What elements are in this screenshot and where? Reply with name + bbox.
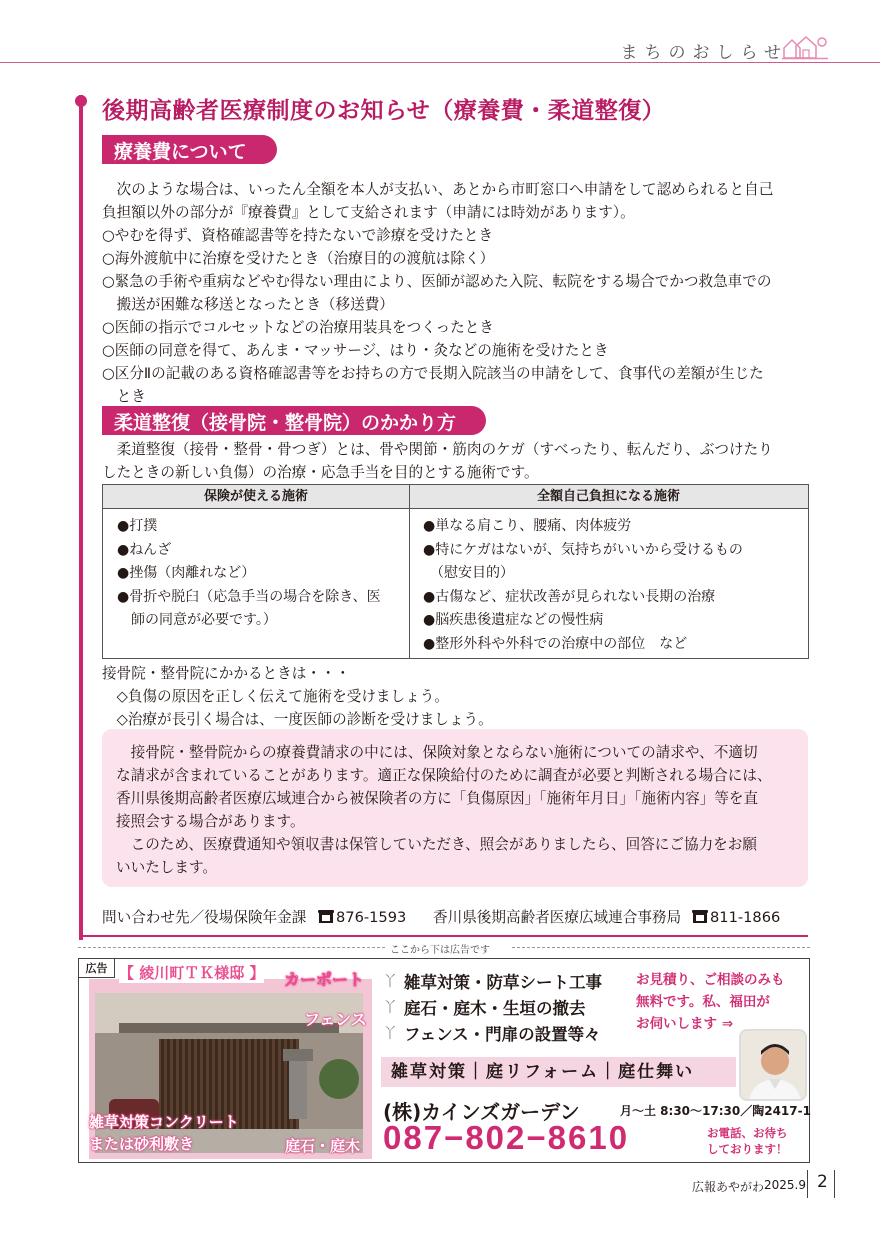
ryoyohi-intro-1: 次のような場合は、いったん全額を本人が支払い、あとから市町窓口へ申請をして認められると自己	[102, 181, 774, 198]
notice-line: このため、医療費通知や領収書は保管していただき、照会がありましたら、回答にご協力をお願	[116, 836, 757, 853]
ryoyohi-item: ○区分Ⅱの記載のある資格確認書等をお持ちの方で長期入院該当の申請をして、食事代の差額が生じた	[102, 365, 764, 382]
ad-service-band: 雑草対策｜庭リフォーム｜庭仕舞い	[381, 1057, 736, 1087]
call-message-line: お電話、お待ち	[707, 1126, 788, 1140]
notice-line: な請求が含まれていることがあります。適正な保険給付のために調査が必要と判断される場合には、	[116, 767, 772, 784]
notice-box	[102, 729, 808, 887]
table-cell-self-pay: ●特にケガはないが、気持ちがいいから受けるもの	[423, 541, 743, 558]
photo-label-weed-1: 雑草対策コンクリート	[89, 1113, 239, 1131]
accent-dot	[75, 95, 87, 107]
ryoyohi-item: ○医師の指示でコルセットなどの治療用装具をつくったとき	[102, 319, 494, 336]
page-header	[0, 0, 880, 62]
staff-photo	[739, 1029, 807, 1101]
judo-intro-1: 柔道整復（接骨・整骨・骨つぎ）とは、骨や関節・筋肉のケガ（すべったり、転んだり、ぶつけたり	[102, 441, 773, 458]
ryoyohi-item: とき	[102, 388, 146, 405]
ryoyohi-item: ○やむを得ず、資格確認書等を持たないで診療を受けたとき	[102, 227, 494, 244]
ryoyohi-item: ○医師の同意を得て、あんま・マッサージ、はり・灸などの施術を受けたとき	[102, 342, 609, 359]
ryoyohi-item: ○緊急の手術や重病などやむ得ない理由により、医師が認めた入院、転院をする場合でかつ救急車での	[102, 273, 772, 290]
main-title: 後期高齢者医療制度のお知らせ（療養費・柔道整復）	[102, 98, 666, 124]
page-separator	[834, 1170, 835, 1198]
page-separator	[807, 1170, 808, 1198]
ad-estimate-line: お伺いします ⇒	[636, 1016, 734, 1032]
judo-intro-2: したときの新しい負傷）の治療・応急手当を目的とする施術です。	[102, 464, 539, 481]
person-icon	[741, 1031, 807, 1101]
notice-line: 香川県後期高齢者医療広域連合から被保険者の方に「負傷原因」「施術年月日」「施術内容」等を直	[116, 790, 759, 807]
ad-estimate	[636, 969, 804, 1035]
issue-date: 2025.9	[764, 1178, 806, 1192]
photo-label-garden-stone: 庭石・庭木	[285, 1137, 361, 1155]
ad-estimate-line: お見積り、ご相談のみも	[636, 972, 785, 988]
ad-divider-label: ここから下は広告です	[390, 945, 490, 956]
photo-label-fence: フェンス	[304, 1010, 367, 1029]
header-title: まちのおしらせ	[620, 43, 788, 63]
sprout-icon: 丫	[383, 1000, 397, 1016]
notice-line: 接照会する場合があります。	[116, 813, 305, 830]
ad-service: フェンス・門扉の設置等々	[404, 1025, 601, 1044]
contact-tel-1[interactable]: 876-1593	[336, 909, 407, 926]
table-cell-covered: ●打撲	[117, 518, 158, 534]
business-hours: 月〜土 8:30〜17:30／陶2417-1	[620, 1104, 811, 1118]
photo-caption: 【 綾川町ＴＫ様邸 】	[119, 964, 265, 982]
table-cell-self-pay: ●脳疾患後遺症などの慢性病	[423, 612, 604, 628]
ad-service: 雑草対策・防草シート工事	[404, 973, 602, 992]
table-cell-self-pay: （慰安目的）	[423, 565, 514, 581]
table-header-covered: 保険が使える施術	[103, 485, 409, 509]
phone-icon	[692, 910, 708, 924]
contact-rule	[82, 935, 808, 937]
ryoyohi-intro-2: 負担額以外の部分が『療養費』として支給されます（申請には時効があります）。	[102, 204, 635, 221]
contact-tel-2[interactable]: 811-1866	[710, 909, 781, 926]
notice-line: 接骨院・整骨院からの療養費請求の中には、保険対象とならない施術についての請求や、不適切	[116, 744, 758, 761]
ad-divider-line	[512, 947, 810, 948]
table-cell-self-pay: ●整形外科や外科での治療中の部位 など	[423, 635, 688, 652]
contact-label: 問い合わせ先／役場保険年金課	[102, 909, 307, 926]
table-cell-covered: ●ねんざ	[117, 541, 172, 558]
treatment-table	[102, 484, 809, 659]
publication-name: 広報あやがわ	[692, 1180, 765, 1194]
table-cell-covered: 師の同意が必要です。）	[117, 612, 277, 628]
table-header-self-pay: 全額自己負担になる施術	[409, 485, 808, 509]
house-flower-icon	[782, 34, 828, 60]
contact-org-2: 香川県後期高齢者医療広域連合事務局	[433, 909, 682, 926]
photo-label-weed-2: または砂利敷き	[89, 1135, 195, 1153]
sprout-icon: 丫	[383, 974, 397, 990]
table-cell-covered: ●骨折や脱臼（応急手当の場合を除き、医	[117, 588, 381, 605]
advertisement[interactable]	[78, 958, 810, 1163]
call-message-line: しております！	[707, 1142, 788, 1156]
visit-item: ◇負傷の原因を正しく伝えて施術を受けましょう。	[102, 688, 449, 705]
section-heading-judo: 柔道整復（接骨院・整骨院）のかかり方	[102, 406, 486, 435]
table-divider	[409, 485, 410, 658]
header-rule	[0, 62, 880, 63]
call-message	[707, 1125, 788, 1157]
notice-line: いいたします。	[116, 859, 217, 876]
ad-estimate-line: 無料です。私、福田が	[636, 994, 770, 1010]
ryoyohi-item: ○海外渡航中に治療を受けたとき（治療目的の渡航は除く）	[102, 250, 495, 267]
ryoyohi-item: 搬送が困難な移送となったとき（移送費）	[102, 296, 394, 313]
phone-icon	[318, 910, 334, 924]
visit-lead: 接骨院・整骨院にかかるときは・・・	[102, 665, 351, 682]
ad-tag: 広告	[79, 959, 115, 978]
ad-service: 庭石・庭木・生垣の撤去	[404, 999, 586, 1018]
garden-photo	[89, 979, 372, 1159]
ad-divider-line	[78, 947, 385, 948]
company-name: (株)カインズガーデン	[383, 1100, 580, 1124]
accent-bar	[79, 95, 83, 940]
sprout-icon: 丫	[383, 1026, 397, 1042]
phone-number[interactable]: 087−802−8610	[383, 1119, 630, 1156]
visit-item: ◇治療が長引く場合は、一度医師の診断を受けましょう。	[102, 711, 493, 728]
photo-label-carport: カーポート	[284, 970, 365, 989]
section-heading-ryoyohi: 療養費について	[102, 135, 277, 164]
table-cell-covered: ●挫傷（肉離れなど）	[117, 565, 256, 581]
page-number: 2	[817, 1172, 828, 1192]
table-cell-self-pay: ●古傷など、症状改善が見られない長期の治療	[423, 588, 716, 605]
table-cell-self-pay: ●単なる肩こり、腰痛、肉体疲労	[423, 518, 632, 534]
